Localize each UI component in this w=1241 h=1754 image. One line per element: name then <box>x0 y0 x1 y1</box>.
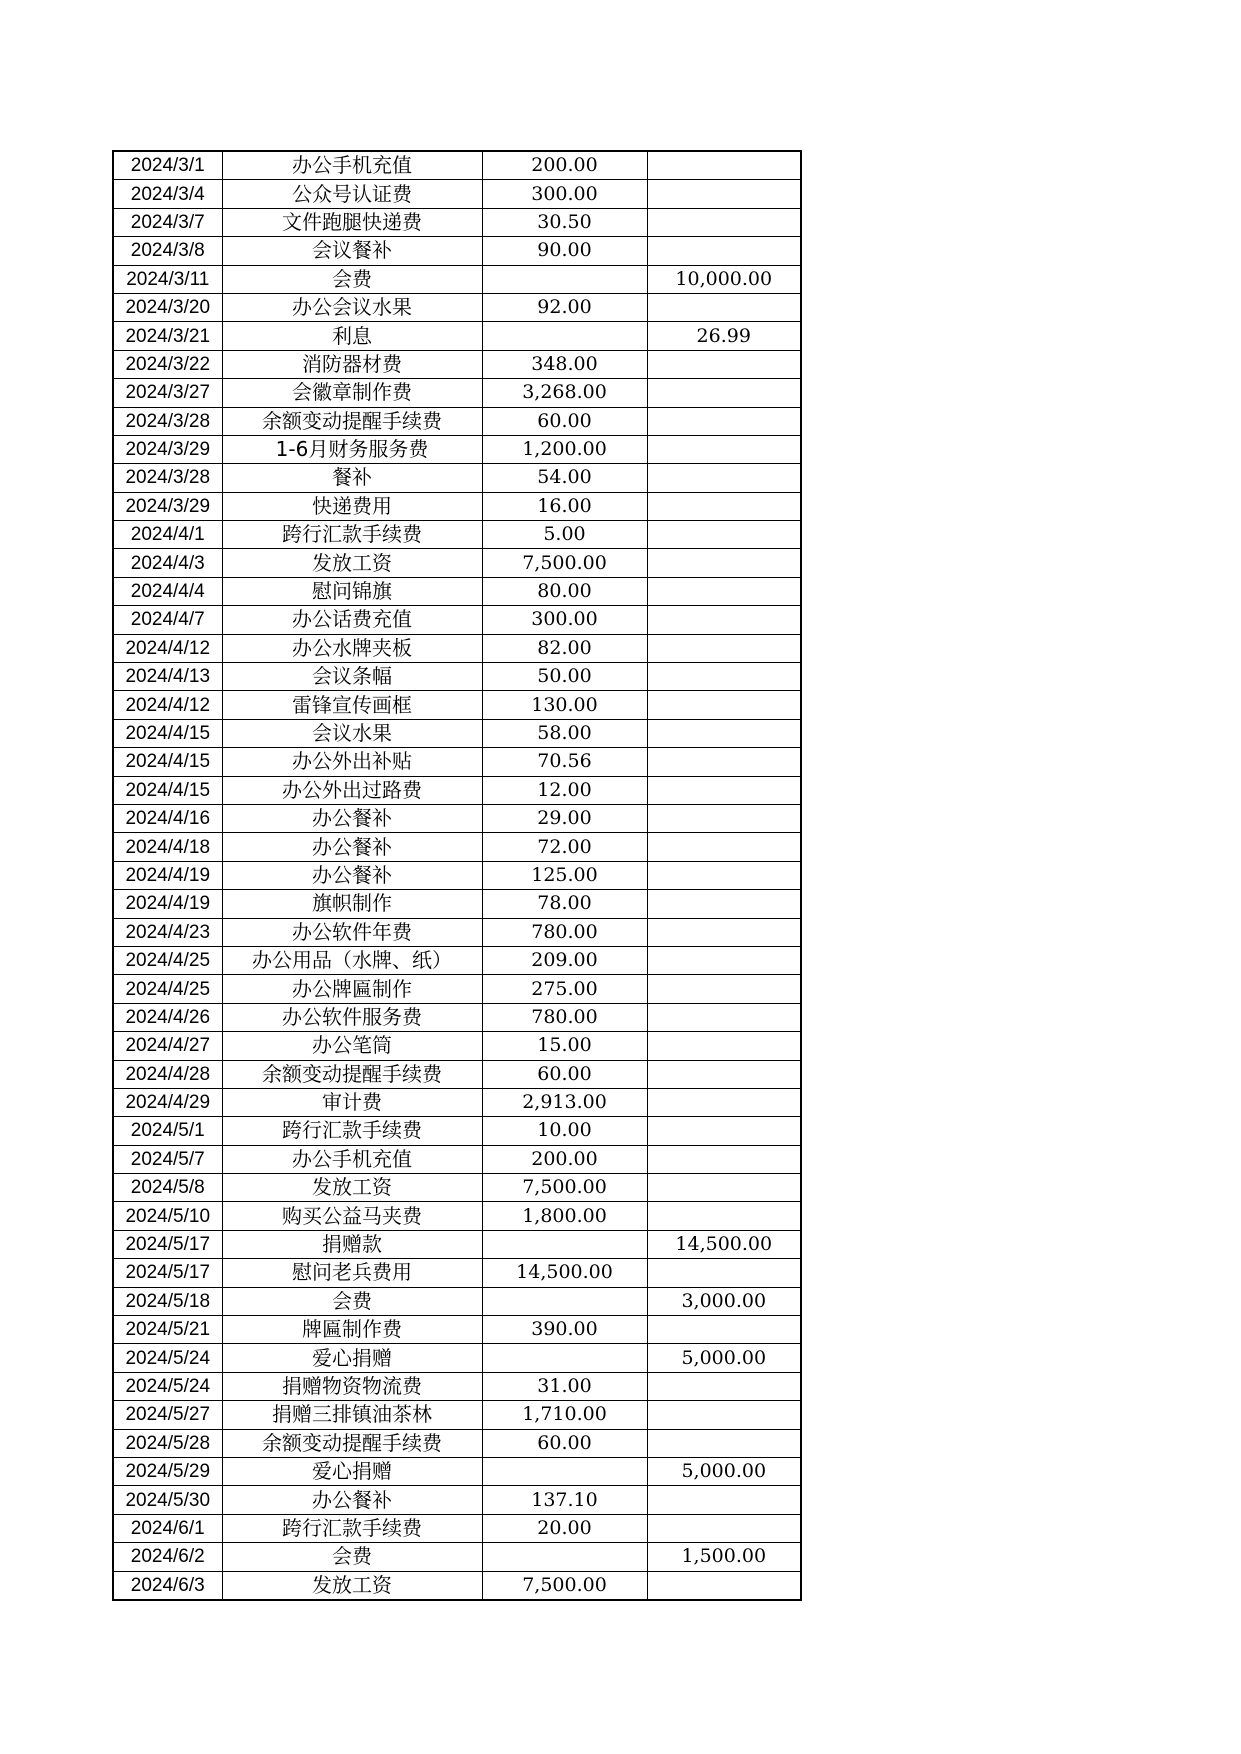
expense-cell <box>482 265 647 293</box>
expense-cell <box>482 1457 647 1485</box>
income-cell: 1,500.00 <box>647 1543 801 1571</box>
item-cell: 会徽章制作费 <box>222 379 482 407</box>
income-cell <box>647 833 801 861</box>
item-cell: 快递费用 <box>222 492 482 520</box>
income-cell <box>647 1316 801 1344</box>
table-row <box>113 1457 801 1485</box>
expense-cell: 209.00 <box>482 946 647 974</box>
date-cell: 2024/5/28 <box>113 1429 222 1457</box>
date-cell: 2024/4/18 <box>113 833 222 861</box>
table-row <box>113 1202 801 1230</box>
table-row <box>113 1259 801 1287</box>
table-row <box>113 1174 801 1202</box>
table-row <box>113 776 801 804</box>
table-row <box>113 435 801 463</box>
item-cell: 跨行汇款手续费 <box>222 1514 482 1542</box>
expense-cell: 60.00 <box>482 407 647 435</box>
date-cell: 2024/4/7 <box>113 606 222 634</box>
date-cell: 2024/4/19 <box>113 890 222 918</box>
item-cell: 捐赠物资物流费 <box>222 1372 482 1400</box>
date-cell: 2024/4/28 <box>113 1060 222 1088</box>
item-cell: 公众号认证费 <box>222 180 482 208</box>
item-cell: 旗帜制作 <box>222 890 482 918</box>
table-row <box>113 1088 801 1116</box>
date-cell: 2024/3/29 <box>113 492 222 520</box>
item-cell: 捐赠三排镇油茶林 <box>222 1401 482 1429</box>
table-row <box>113 1003 801 1031</box>
date-cell: 2024/4/15 <box>113 776 222 804</box>
income-cell <box>647 719 801 747</box>
item-cell: 办公餐补 <box>222 833 482 861</box>
item-cell: 办公用品（水牌、纸） <box>222 946 482 974</box>
date-cell: 2024/5/30 <box>113 1486 222 1514</box>
table-row <box>113 577 801 605</box>
income-cell: 14,500.00 <box>647 1230 801 1258</box>
table-row <box>113 804 801 832</box>
income-cell <box>647 237 801 265</box>
expense-cell: 2,913.00 <box>482 1088 647 1116</box>
item-cell: 办公外出过路费 <box>222 776 482 804</box>
expense-cell: 7,500.00 <box>482 1174 647 1202</box>
expense-cell: 780.00 <box>482 1003 647 1031</box>
expense-cell: 300.00 <box>482 180 647 208</box>
date-cell: 2024/4/25 <box>113 946 222 974</box>
date-cell: 2024/6/1 <box>113 1514 222 1542</box>
table-row <box>113 1486 801 1514</box>
income-cell <box>647 350 801 378</box>
date-cell: 2024/5/18 <box>113 1287 222 1315</box>
income-cell <box>647 151 801 180</box>
date-cell: 2024/3/1 <box>113 151 222 180</box>
date-cell: 2024/3/28 <box>113 407 222 435</box>
income-cell <box>647 1514 801 1542</box>
table-row <box>113 1372 801 1400</box>
expense-cell: 50.00 <box>482 663 647 691</box>
income-cell: 10,000.00 <box>647 265 801 293</box>
item-cell: 会费 <box>222 1287 482 1315</box>
income-cell <box>647 946 801 974</box>
table-row <box>113 1429 801 1457</box>
table-row <box>113 719 801 747</box>
date-cell: 2024/5/10 <box>113 1202 222 1230</box>
table-row <box>113 1230 801 1258</box>
date-cell: 2024/3/20 <box>113 293 222 321</box>
table-row <box>113 890 801 918</box>
expense-cell: 54.00 <box>482 464 647 492</box>
expense-cell: 31.00 <box>482 1372 647 1400</box>
item-cell: 餐补 <box>222 464 482 492</box>
item-cell: 余额变动提醒手续费 <box>222 1429 482 1457</box>
table-row <box>113 464 801 492</box>
income-cell <box>647 634 801 662</box>
date-cell: 2024/5/8 <box>113 1174 222 1202</box>
table-row <box>113 748 801 776</box>
expense-cell: 200.00 <box>482 1145 647 1173</box>
income-cell <box>647 180 801 208</box>
income-cell <box>647 804 801 832</box>
income-cell <box>647 1145 801 1173</box>
item-cell: 慰问锦旗 <box>222 577 482 605</box>
table-row <box>113 1287 801 1315</box>
expense-cell: 60.00 <box>482 1060 647 1088</box>
date-cell: 2024/6/2 <box>113 1543 222 1571</box>
date-cell: 2024/5/24 <box>113 1372 222 1400</box>
table-row <box>113 492 801 520</box>
item-cell: 跨行汇款手续费 <box>222 521 482 549</box>
expense-cell: 82.00 <box>482 634 647 662</box>
expense-cell: 15.00 <box>482 1032 647 1060</box>
table-row <box>113 180 801 208</box>
income-cell <box>647 1259 801 1287</box>
item-cell: 办公软件年费 <box>222 918 482 946</box>
expense-cell: 80.00 <box>482 577 647 605</box>
item-cell: 会议条幅 <box>222 663 482 691</box>
income-cell <box>647 1032 801 1060</box>
item-cell: 发放工资 <box>222 1174 482 1202</box>
date-cell: 2024/4/27 <box>113 1032 222 1060</box>
expense-cell: 72.00 <box>482 833 647 861</box>
income-cell <box>647 1003 801 1031</box>
expense-cell: 125.00 <box>482 861 647 889</box>
date-cell: 2024/5/7 <box>113 1145 222 1173</box>
table-row <box>113 1344 801 1372</box>
table-row <box>113 322 801 350</box>
income-cell <box>647 606 801 634</box>
table-row <box>113 946 801 974</box>
expense-cell: 5.00 <box>482 521 647 549</box>
income-cell <box>647 663 801 691</box>
item-cell: 会议餐补 <box>222 237 482 265</box>
date-cell: 2024/3/7 <box>113 208 222 236</box>
date-cell: 2024/4/12 <box>113 691 222 719</box>
expense-cell: 780.00 <box>482 918 647 946</box>
date-cell: 2024/5/27 <box>113 1401 222 1429</box>
income-cell <box>647 577 801 605</box>
date-cell: 2024/4/19 <box>113 861 222 889</box>
income-cell: 26.99 <box>647 322 801 350</box>
income-cell <box>647 435 801 463</box>
income-cell <box>647 1372 801 1400</box>
expense-cell: 70.56 <box>482 748 647 776</box>
date-cell: 2024/4/13 <box>113 663 222 691</box>
expense-cell: 137.10 <box>482 1486 647 1514</box>
income-cell <box>647 464 801 492</box>
item-cell: 办公手机充值 <box>222 151 482 180</box>
expense-cell: 60.00 <box>482 1429 647 1457</box>
item-cell: 会费 <box>222 265 482 293</box>
expense-cell: 130.00 <box>482 691 647 719</box>
income-cell: 3,000.00 <box>647 1287 801 1315</box>
date-cell: 2024/3/21 <box>113 322 222 350</box>
table-row <box>113 1401 801 1429</box>
expense-cell: 10.00 <box>482 1117 647 1145</box>
ledger-body <box>113 151 801 1600</box>
date-cell: 2024/4/16 <box>113 804 222 832</box>
date-cell: 2024/4/29 <box>113 1088 222 1116</box>
table-row <box>113 663 801 691</box>
date-cell: 2024/3/4 <box>113 180 222 208</box>
item-cell: 办公话费充值 <box>222 606 482 634</box>
expense-cell: 29.00 <box>482 804 647 832</box>
expense-cell: 200.00 <box>482 151 647 180</box>
income-cell <box>647 890 801 918</box>
income-cell <box>647 208 801 236</box>
item-cell: 文件跑腿快递费 <box>222 208 482 236</box>
table-row <box>113 1316 801 1344</box>
item-cell: 利息 <box>222 322 482 350</box>
item-cell: 办公水牌夹板 <box>222 634 482 662</box>
income-cell <box>647 975 801 1003</box>
income-cell: 5,000.00 <box>647 1344 801 1372</box>
item-cell: 办公餐补 <box>222 1486 482 1514</box>
table-row <box>113 918 801 946</box>
income-cell <box>647 379 801 407</box>
date-cell: 2024/5/21 <box>113 1316 222 1344</box>
table-row <box>113 1571 801 1600</box>
date-cell: 2024/4/15 <box>113 748 222 776</box>
table-row <box>113 1032 801 1060</box>
table-row <box>113 521 801 549</box>
item-cell: 会议水果 <box>222 719 482 747</box>
expense-cell: 7,500.00 <box>482 1571 647 1600</box>
table-row <box>113 350 801 378</box>
expense-cell <box>482 1230 647 1258</box>
income-cell <box>647 1088 801 1116</box>
item-cell: 办公牌匾制作 <box>222 975 482 1003</box>
expense-cell: 58.00 <box>482 719 647 747</box>
expense-cell: 16.00 <box>482 492 647 520</box>
date-cell: 2024/4/1 <box>113 521 222 549</box>
expense-cell: 3,268.00 <box>482 379 647 407</box>
table-row <box>113 151 801 180</box>
expense-cell: 78.00 <box>482 890 647 918</box>
income-cell <box>647 1117 801 1145</box>
table-row <box>113 833 801 861</box>
date-cell: 2024/3/22 <box>113 350 222 378</box>
item-cell: 会费 <box>222 1543 482 1571</box>
expense-cell: 30.50 <box>482 208 647 236</box>
expense-cell: 1,800.00 <box>482 1202 647 1230</box>
item-cell: 1-6月财务服务费 <box>222 435 482 463</box>
income-cell <box>647 1401 801 1429</box>
item-cell: 办公笔筒 <box>222 1032 482 1060</box>
income-cell <box>647 521 801 549</box>
item-cell: 发放工资 <box>222 549 482 577</box>
income-cell <box>647 691 801 719</box>
date-cell: 2024/4/23 <box>113 918 222 946</box>
table-row <box>113 208 801 236</box>
table-row <box>113 606 801 634</box>
date-cell: 2024/5/17 <box>113 1230 222 1258</box>
date-cell: 2024/3/11 <box>113 265 222 293</box>
income-cell <box>647 293 801 321</box>
item-cell: 办公手机充值 <box>222 1145 482 1173</box>
income-cell <box>647 1060 801 1088</box>
income-cell <box>647 407 801 435</box>
table-row <box>113 1145 801 1173</box>
income-cell <box>647 918 801 946</box>
income-cell <box>647 776 801 804</box>
table-row <box>113 975 801 1003</box>
income-cell <box>647 1429 801 1457</box>
income-cell <box>647 748 801 776</box>
table-row <box>113 549 801 577</box>
table-row <box>113 634 801 662</box>
table-row <box>113 861 801 889</box>
income-cell <box>647 861 801 889</box>
date-cell: 2024/5/29 <box>113 1457 222 1485</box>
expense-cell <box>482 322 647 350</box>
table-row <box>113 293 801 321</box>
date-cell: 2024/3/8 <box>113 237 222 265</box>
table-row <box>113 237 801 265</box>
expense-cell: 14,500.00 <box>482 1259 647 1287</box>
expense-cell: 300.00 <box>482 606 647 634</box>
item-cell: 购买公益马夹费 <box>222 1202 482 1230</box>
item-cell: 办公软件服务费 <box>222 1003 482 1031</box>
date-cell: 2024/3/29 <box>113 435 222 463</box>
date-cell: 2024/4/25 <box>113 975 222 1003</box>
expense-cell: 348.00 <box>482 350 647 378</box>
date-cell: 2024/4/4 <box>113 577 222 605</box>
item-cell: 办公外出补贴 <box>222 748 482 776</box>
table-row <box>113 379 801 407</box>
item-cell: 余额变动提醒手续费 <box>222 1060 482 1088</box>
item-cell: 消防器材费 <box>222 350 482 378</box>
item-cell: 慰问老兵费用 <box>222 1259 482 1287</box>
income-cell <box>647 1571 801 1600</box>
item-cell: 跨行汇款手续费 <box>222 1117 482 1145</box>
item-cell: 爱心捐赠 <box>222 1344 482 1372</box>
item-cell: 余额变动提醒手续费 <box>222 407 482 435</box>
expense-cell: 1,710.00 <box>482 1401 647 1429</box>
income-cell <box>647 1202 801 1230</box>
item-cell: 办公餐补 <box>222 861 482 889</box>
expense-cell <box>482 1344 647 1372</box>
date-cell: 2024/3/28 <box>113 464 222 492</box>
date-cell: 2024/5/17 <box>113 1259 222 1287</box>
item-cell: 捐赠款 <box>222 1230 482 1258</box>
date-cell: 2024/4/26 <box>113 1003 222 1031</box>
date-cell: 2024/6/3 <box>113 1571 222 1600</box>
expense-cell: 390.00 <box>482 1316 647 1344</box>
date-cell: 2024/4/3 <box>113 549 222 577</box>
ledger-table <box>112 150 802 1601</box>
date-cell: 2024/4/15 <box>113 719 222 747</box>
item-cell: 办公餐补 <box>222 804 482 832</box>
item-cell: 爱心捐赠 <box>222 1457 482 1485</box>
item-cell: 牌匾制作费 <box>222 1316 482 1344</box>
table-row <box>113 1514 801 1542</box>
date-cell: 2024/3/27 <box>113 379 222 407</box>
expense-cell: 12.00 <box>482 776 647 804</box>
income-cell <box>647 1174 801 1202</box>
date-cell: 2024/4/12 <box>113 634 222 662</box>
expense-cell: 7,500.00 <box>482 549 647 577</box>
expense-cell: 1,200.00 <box>482 435 647 463</box>
table-row <box>113 1117 801 1145</box>
item-cell: 办公会议水果 <box>222 293 482 321</box>
income-cell <box>647 549 801 577</box>
expense-cell <box>482 1543 647 1571</box>
table-row <box>113 1543 801 1571</box>
date-cell: 2024/5/24 <box>113 1344 222 1372</box>
table-row <box>113 407 801 435</box>
expense-cell: 90.00 <box>482 237 647 265</box>
item-cell: 雷锋宣传画框 <box>222 691 482 719</box>
income-cell <box>647 1486 801 1514</box>
expense-cell <box>482 1287 647 1315</box>
expense-cell: 20.00 <box>482 1514 647 1542</box>
expense-cell: 92.00 <box>482 293 647 321</box>
item-cell: 发放工资 <box>222 1571 482 1600</box>
date-cell: 2024/5/1 <box>113 1117 222 1145</box>
table-row <box>113 1060 801 1088</box>
expense-cell: 275.00 <box>482 975 647 1003</box>
table-row <box>113 691 801 719</box>
table-row <box>113 265 801 293</box>
income-cell <box>647 492 801 520</box>
item-cell: 审计费 <box>222 1088 482 1116</box>
income-cell: 5,000.00 <box>647 1457 801 1485</box>
